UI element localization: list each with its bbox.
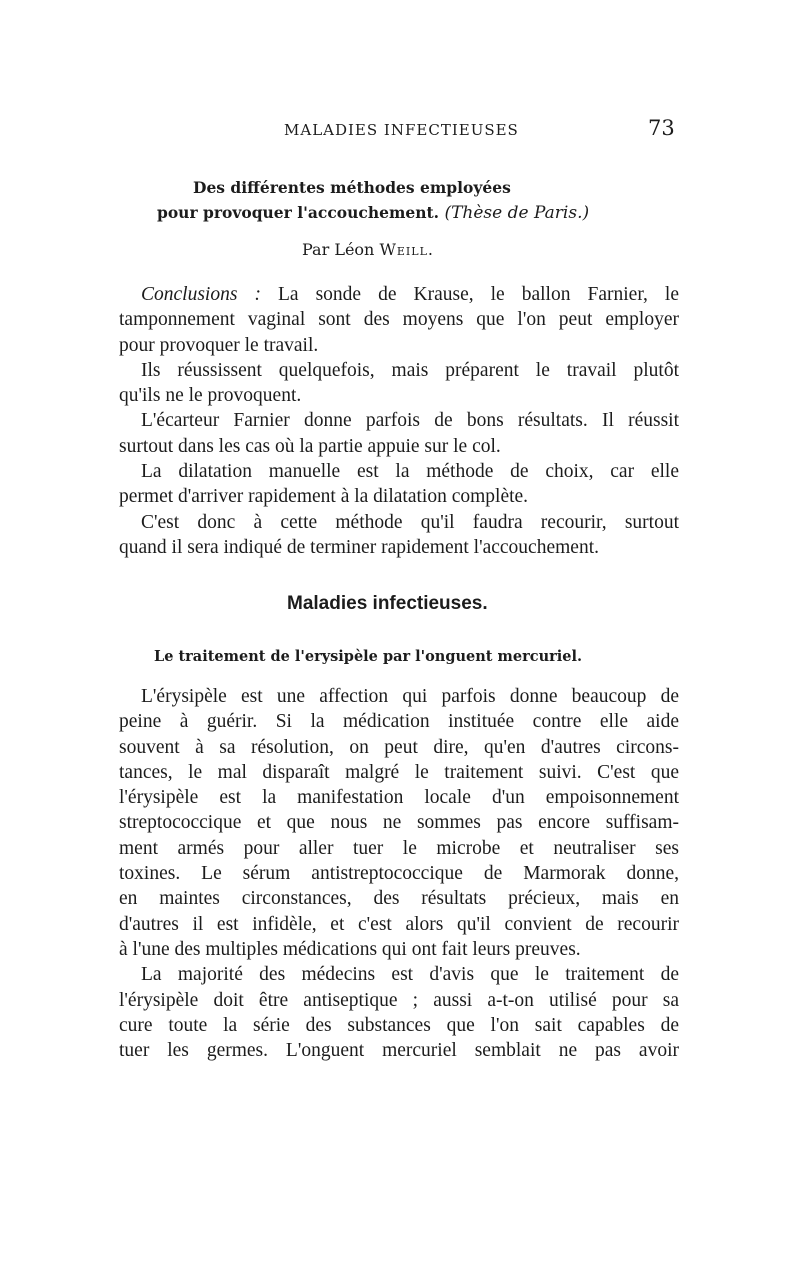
article-title-line-1: Des différentes méthodes employées [193,178,511,197]
text-line: ment armés pour aller tuer le microbe et neutraliser ses [119,837,679,859]
text-line: surtout dans les cas où la partie appuie sur le col. [119,435,501,457]
conclusions-label: Conclusions : [141,284,261,305]
text-line: L'écarteur Farnier donne parfois de bons résultats. Il réussit [141,410,679,432]
text-line: tamponnement vaginal sont des moyens que l'on peut employer [119,309,679,331]
text-line: C'est donc à cette méthode qu'il faudra recourir, surtout [141,511,679,533]
article-title-line-2 [157,203,589,223]
text-line: à l'une des multiples médications qui ont fait leurs preuves. [119,938,581,960]
running-head: MALADIES INFECTIEUSES [284,121,519,139]
text-line: peine à guérir. Si la médication instituée contre elle aide [119,711,679,733]
text-line: tuer les germes. L'onguent mercuriel semblait ne pas avoir [119,1040,679,1062]
text-line: qu'ils ne le provoquent. [119,385,302,407]
text-line: d'autres il est infidèle, et c'est alors qu'il convient de recourir [119,913,679,935]
subsection-heading: Le traitement de l'erysipèle par l'onguent mercuriel. [154,648,583,665]
section-heading: Maladies infectieuses. [287,593,488,614]
text-line: cure toute la série des substances que l'on sait capables de [119,1014,679,1036]
article-title-main: pour provoquer l'accouchement. [157,203,440,222]
page-number: 73 [648,116,675,140]
article-title-source: (Thèse de Paris.) [444,203,590,223]
text-line: Ils réussissent quelquefois, mais préparent le travail plutôt [141,359,679,381]
text-line: streptococcique et que nous ne sommes pas encore suffisam- [119,812,679,834]
text-line: quand il sera indiqué de terminer rapidement l'accouchement. [119,536,599,558]
text-line: toxines. Le sérum antistreptococcique de Marmorak donne, [119,863,679,885]
author-name: Weill. [379,240,434,259]
author-line [302,240,434,259]
text-line: l'érysipèle est la manifestation locale d'un empoisonnement [119,787,679,809]
author-prefix: Par Léon [302,240,375,259]
article-1-body [119,282,679,560]
text-line: L'érysipèle est une affection qui parfois donne beaucoup de [141,686,679,707]
text-line: permet d'arriver rapidement à la dilatation complète. [119,486,529,508]
text-line: La majorité des médecins est d'avis que le traitement de [141,964,679,986]
text-line: l'érysipèle doit être antiseptique ; aussi a-t-on utilisé pour sa [119,989,679,1011]
text-line: en maintes circonstances, des résultats précieux, mais en [119,888,679,910]
text-line: tances, le mal disparaît malgré le traitement suivi. C'est que [119,761,679,783]
text-line: pour provoquer le travail. [119,334,319,356]
text-line: souvent à sa résolution, on peut dire, qu'en d'autres circons- [119,736,679,758]
article-2-body [119,684,679,1063]
text-line: La dilatation manuelle est la méthode de choix, car elle [141,461,679,483]
text-line: Conclusions : La sonde de Krause, le ballon Farnier, le [141,284,680,305]
